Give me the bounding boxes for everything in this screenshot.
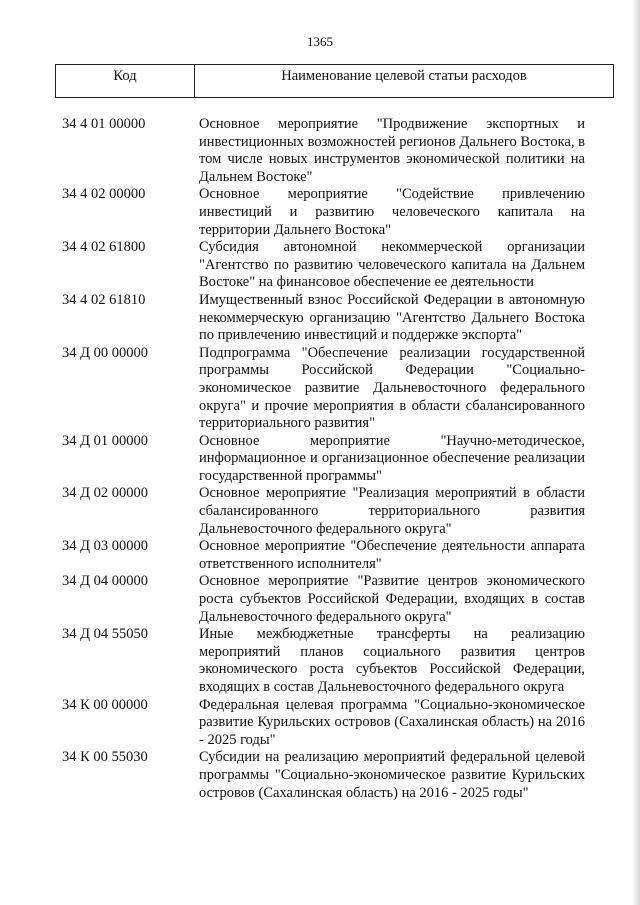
expense-items-list bbox=[62, 116, 585, 802]
row-code: 34 4 02 00000 bbox=[62, 186, 146, 203]
row-code: 34 Д 00 00000 bbox=[62, 344, 149, 361]
row-name: Иные межбюджетные трансферты на реализацию мероприятий планов социального развития центров экономического роста субъектов Российской Федерации, входящих в состав Дальневосточного федерального округа bbox=[199, 626, 585, 695]
page-edge-shadow bbox=[632, 0, 640, 905]
table-row bbox=[62, 239, 585, 292]
table-row bbox=[62, 749, 585, 802]
row-name: Подпрограмма "Обеспечение реализации государственной программы Российской Федерации "Социально-экономическое развитие Дальневосточного федерального округа" и прочие мероприятия в области сбалансированного территориального развития" bbox=[199, 344, 585, 432]
row-code: 34 К 00 55030 bbox=[62, 749, 148, 766]
row-name: Имущественный взнос Российской Федерации в автономную некоммерческую организацию "Агентство Дальнего Востока по привлечению инвестиций и поддержке экспорта" bbox=[199, 291, 585, 344]
row-code: 34 Д 04 00000 bbox=[62, 573, 149, 590]
table-row bbox=[62, 697, 585, 750]
row-code: 34 4 02 61800 bbox=[62, 239, 146, 256]
row-name: Субсидии на реализацию мероприятий федеральной целевой программы "Социально-экономическое развитие Курильских островов (Сахалинская область) на 2016 - 2025 годы" bbox=[199, 749, 585, 801]
column-header-name: Наименование целевой статьи расходов bbox=[281, 68, 527, 84]
row-code: 34 К 00 00000 bbox=[62, 696, 148, 713]
row-code: 34 4 01 00000 bbox=[62, 116, 146, 132]
table-row bbox=[62, 538, 585, 573]
table-row bbox=[62, 292, 585, 345]
row-code: 34 4 02 61810 bbox=[62, 291, 146, 308]
row-name: Основное мероприятие "Продвижение экспортных и инвестиционных возможностей регионов Дальнего Востока, в том числе новых инструментов экономической политики на Дальнем Востоке" bbox=[199, 116, 585, 185]
row-name: Основное мероприятие "Научно-методическое, информационное и организационное обеспечение реализации государственной программы" bbox=[199, 432, 585, 484]
row-name: Основное мероприятие "Реализация мероприятий в области сбалансированного территориального развития Дальневосточного федерального округа" bbox=[199, 485, 585, 537]
table-row bbox=[62, 626, 585, 696]
row-code: 34 Д 02 00000 bbox=[62, 485, 149, 502]
row-code: 34 Д 01 00000 bbox=[62, 432, 149, 449]
table-row bbox=[62, 186, 585, 239]
row-name: Основное мероприятие "Содействие привлечению инвестиций и развитию человеческого капитала на территории Дальнего Востока" bbox=[199, 186, 585, 238]
table-row bbox=[62, 345, 585, 433]
row-name: Основное мероприятие "Обеспечение деятельности аппарата ответственного исполнителя" bbox=[199, 538, 585, 572]
row-name: Субсидия автономной некоммерческой организации "Агентство по развитию человеческого капитала на Дальнем Востоке" на финансовое обеспечение ее деятельности bbox=[199, 239, 585, 291]
table-row bbox=[62, 485, 585, 538]
table-row bbox=[62, 573, 585, 626]
row-name: Федеральная целевая программа "Социально-экономическое развитие Курильских островов (Сахалинская область) на 2016 - 2025 годы" bbox=[199, 696, 585, 748]
row-name: Основное мероприятие "Развитие центров экономического роста субъектов Российской Федерации, входящих в состав Дальневосточного федерального округа" bbox=[199, 573, 585, 625]
row-code: 34 Д 03 00000 bbox=[62, 538, 149, 555]
table-header bbox=[55, 64, 614, 98]
row-code: 34 Д 04 55050 bbox=[62, 626, 149, 643]
column-header-code: Код bbox=[56, 65, 195, 97]
page-number: 1365 bbox=[307, 34, 333, 49]
table-row bbox=[62, 116, 585, 186]
table-row bbox=[62, 433, 585, 486]
